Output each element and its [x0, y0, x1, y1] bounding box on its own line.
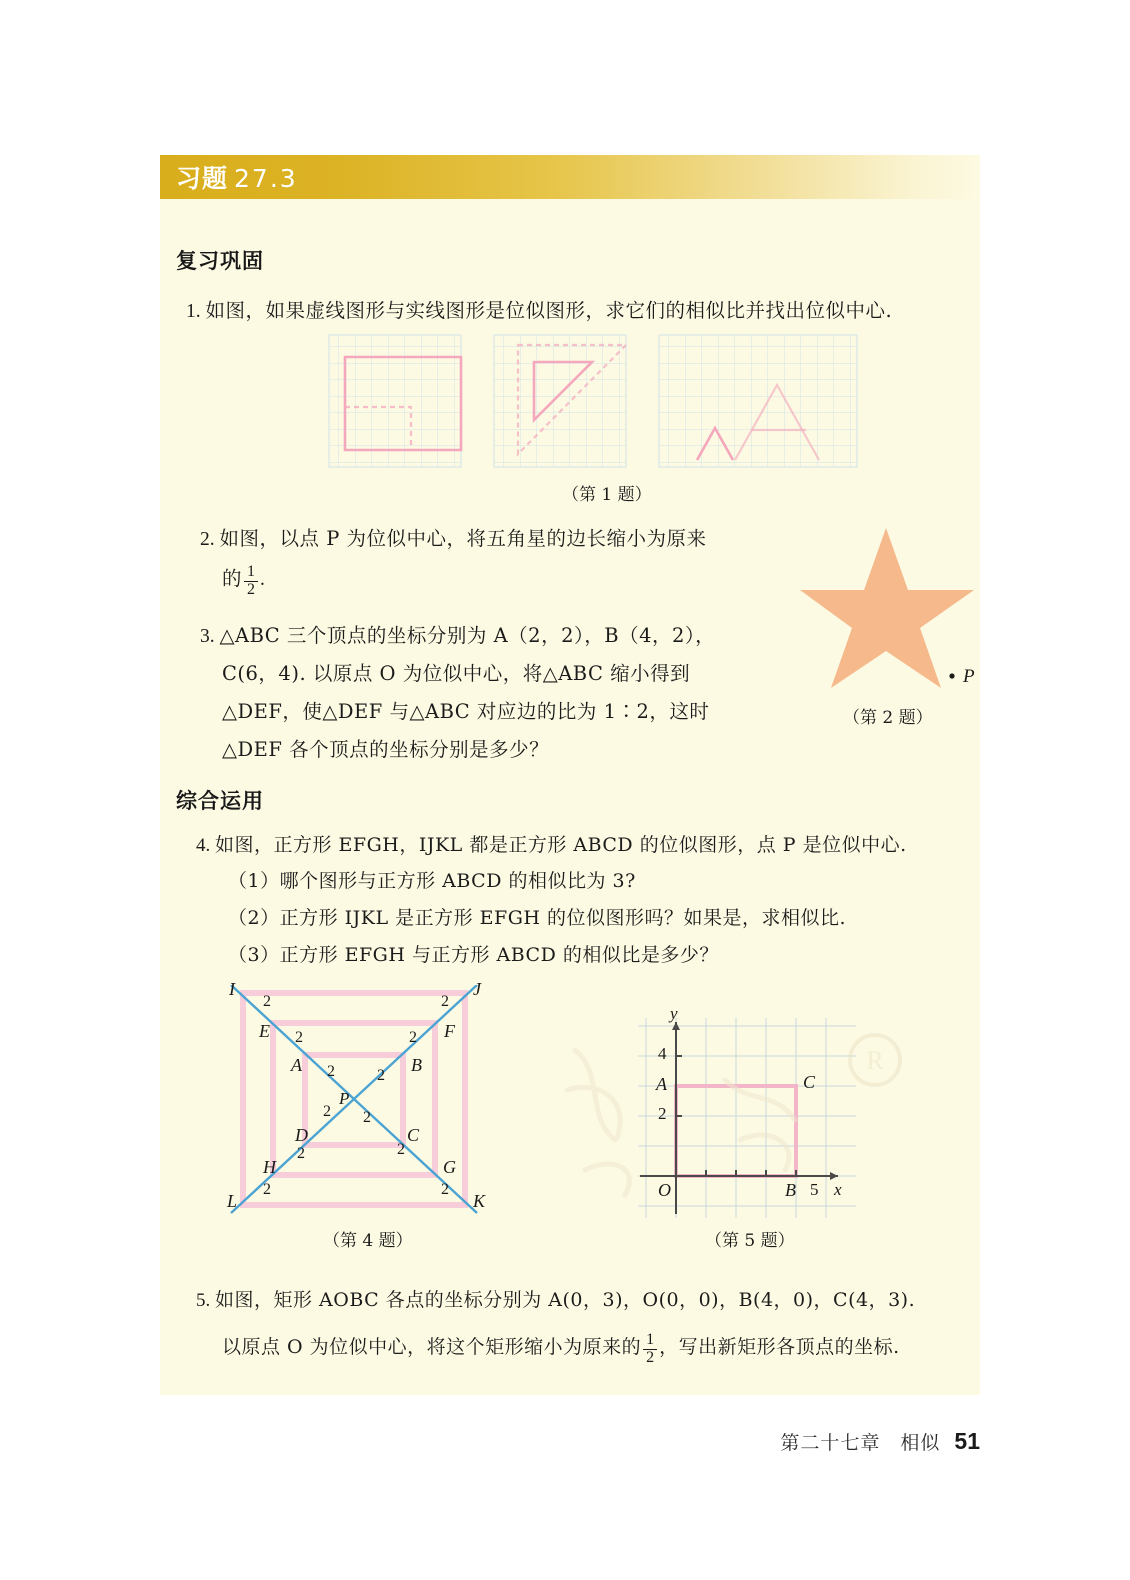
point-label-O: O [658, 1180, 671, 1200]
seg-label-BP: 2 [377, 1067, 385, 1084]
problem-4-sub-2: （2）正方形 IJKL 是正方形 EFGH 的位似图形吗？如果是，求相似比. [228, 907, 847, 929]
label-A: A [291, 1055, 302, 1075]
problem-2-line-1 [200, 523, 707, 555]
grid-panel-2 [494, 335, 626, 467]
figure-problem-5-labels [638, 1004, 856, 1218]
banner-number: 27.3 [234, 164, 298, 193]
problem-2-frac-suffix: . [260, 569, 265, 590]
problem-4-number: 4. [196, 835, 211, 856]
problem-3-line-3: △DEF，使△DEF 与△ABC 对应边的比为 1∶2，这时 [222, 700, 710, 723]
problem-3-line-4: △DEF 各个顶点的坐标分别是多少？ [222, 738, 550, 761]
fraction-denominator-p5: 2 [643, 1349, 657, 1367]
banner-cn-label: 习题 [176, 164, 229, 193]
fraction-numerator-p5: 1 [646, 1331, 655, 1349]
fraction-one-half [244, 564, 258, 599]
y-tick-2: 2 [658, 1104, 667, 1123]
seg-label-JF: 2 [441, 993, 449, 1010]
problem-2-text: 如图，以点 P 为位似中心，将五角星的边长缩小为原来 [219, 527, 707, 550]
grid-panel-1 [329, 335, 461, 467]
label-B: B [411, 1055, 422, 1075]
problem-4-sub-3: （3）正方形 EFGH 与正方形 ABCD 的相似比是多少？ [228, 944, 719, 966]
fraction-denominator: 2 [244, 581, 258, 599]
problem-5-number: 5. [196, 1290, 211, 1311]
problem-3-line-1: 3. △ABC 三个顶点的坐标分别为 A（2，2），B（4，2）， [200, 624, 716, 647]
caption-problem-5: （第 5 题） [705, 1231, 795, 1251]
problem-1 [186, 295, 892, 327]
problem-2-number: 2. [200, 529, 215, 550]
x-tick-5: 5 [810, 1180, 819, 1199]
y-tick-4: 4 [658, 1044, 667, 1063]
label-L: L [227, 1191, 238, 1211]
fraction-one-half-p5 [643, 1332, 657, 1367]
fraction-numerator: 1 [247, 563, 256, 581]
page-footer [0, 1428, 1130, 1455]
problem-5-text-a: 以原点 O 为位似中心，将这个矩形缩小为原来的 [222, 1336, 642, 1358]
problem-2-line-2 [222, 563, 265, 599]
seg-label-PD: 2 [323, 1103, 331, 1120]
point-label-C: C [803, 1072, 816, 1092]
label-K: K [473, 1191, 486, 1211]
point-label-B: B [785, 1180, 796, 1200]
label-G: G [443, 1157, 456, 1177]
footer-chapter: 第二十七章 相似 [780, 1432, 941, 1454]
figure-problem-4-labels [215, 979, 505, 1215]
problem-1-number: 1. [186, 301, 201, 322]
seg-label-GK: 2 [441, 1181, 449, 1198]
footer-page-number: 51 [954, 1428, 980, 1454]
axis-label-y: y [670, 1004, 678, 1023]
caption-problem-4: （第 4 题） [323, 1231, 413, 1251]
seg-label-PC: 2 [363, 1109, 371, 1126]
label-E: E [259, 1021, 270, 1041]
caption-problem-2: （第 2 题） [843, 708, 933, 728]
label-J: J [473, 979, 481, 999]
label-F: F [444, 1021, 455, 1041]
section-heading-applied: 综合运用 [176, 789, 264, 813]
seg-label-FB: 2 [409, 1029, 417, 1046]
seg-label-EA: 2 [295, 1029, 303, 1046]
seg-label-HL: 2 [263, 1181, 271, 1198]
svg-text:R: R [866, 1046, 884, 1075]
axis-label-x: x [834, 1180, 842, 1199]
seg-label-DH: 2 [297, 1145, 305, 1162]
point-label-A: A [656, 1074, 667, 1094]
section-heading-review: 复习巩固 [176, 249, 264, 273]
problem-1-text: 如图，如果虚线图形与实线图形是位似图形，求它们的相似比并找出位似中心. [205, 299, 893, 322]
seg-label-IE: 2 [263, 993, 271, 1010]
grid-panel-3 [659, 335, 857, 467]
point-P-label-problem-2: P [963, 666, 975, 687]
problem-3-number: 3. [200, 626, 215, 647]
label-C: C [407, 1125, 420, 1145]
seg-label-AP: 2 [327, 1063, 335, 1080]
label-I: I [229, 979, 235, 999]
caption-problem-1: （第 1 题） [562, 485, 652, 505]
problem-2-frac-prefix: 的 [222, 567, 243, 590]
problem-5-text-b: ，写出新矩形各顶点的坐标. [659, 1336, 900, 1358]
label-H: H [263, 1157, 276, 1177]
seg-label-CG: 2 [397, 1141, 405, 1158]
label-D: D [295, 1125, 308, 1145]
figure-problem-1 [322, 330, 862, 470]
exercise-banner [160, 155, 980, 199]
problem-4: 4. 如图，正方形 EFGH，IJKL 都是正方形 ABCD 的位似图形，点 P 是位似中心. [196, 834, 907, 856]
problem-4-sub-1: （1）哪个图形与正方形 ABCD 的相似比为 3? [228, 870, 636, 892]
problem-3-line-2: C(6，4). 以原点 O 为位似中心，将△ABC 缩小得到 [222, 662, 691, 685]
label-P: P [339, 1089, 350, 1108]
problem-5-line-1: 5. 如图，矩形 AOBC 各点的坐标分别为 A(0，3)，O(0，0)，B(4，0)，C(4，3). [196, 1289, 916, 1311]
problem-5-line-2 [222, 1332, 900, 1367]
